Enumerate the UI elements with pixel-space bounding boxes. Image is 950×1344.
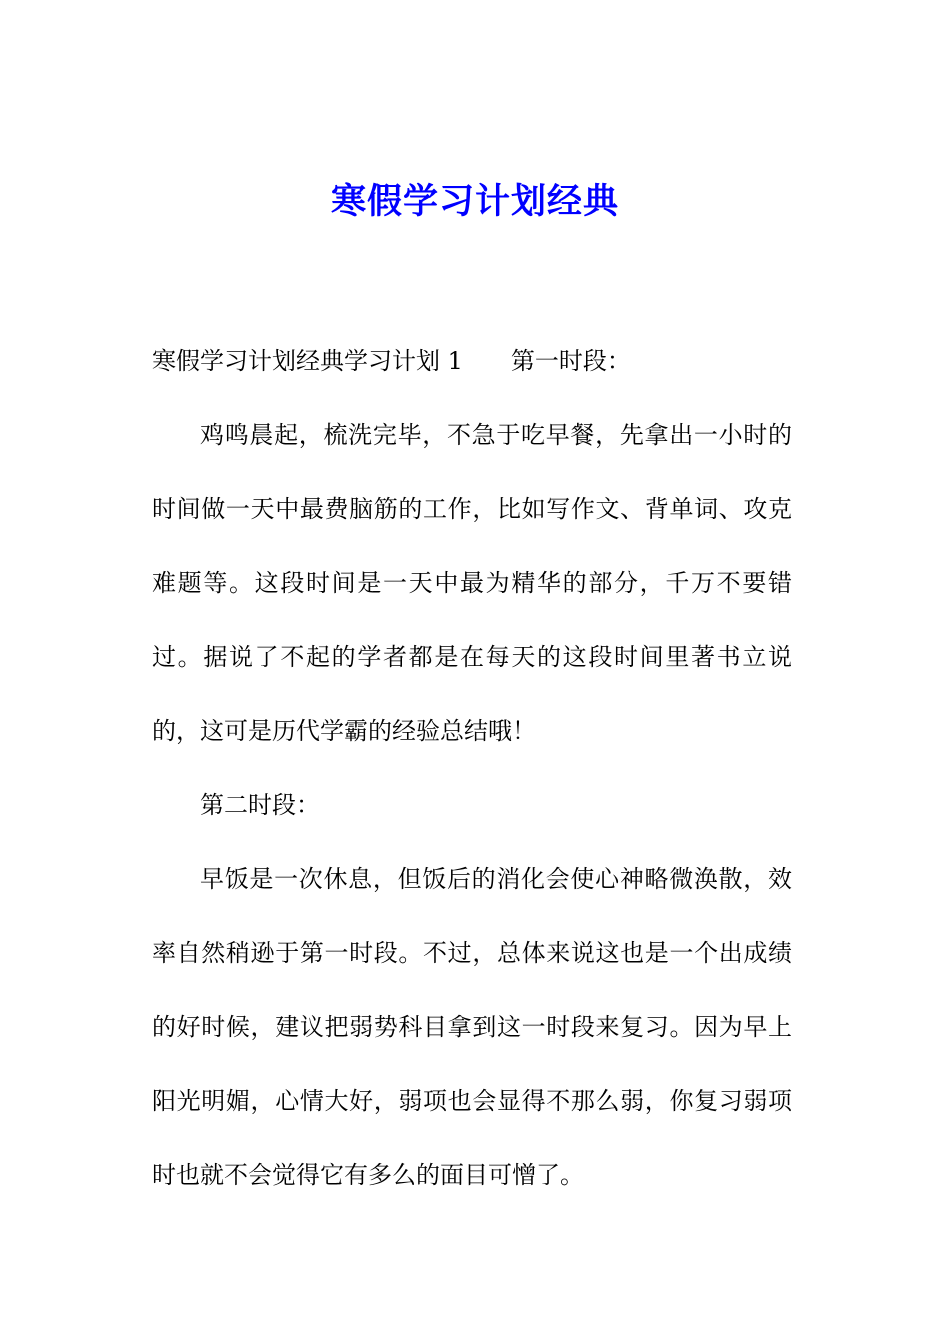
plan-heading: 寒假学习计划经典学习计划 1 [152, 347, 463, 375]
section-label-1: 第一时段： [510, 347, 631, 375]
document-body [152, 324, 792, 1212]
paragraph-1: 鸡鸣晨起，梳洗完毕，不急于吃早餐，先拿出一小时的时间做一天中最费脑筋的工作，比如写作文、背单词、攻克难题等。这段时间是一天中最为精华的部分，千万不要错过。据说了不起的学者都是在每天的这段时间里著书立说的，这可是历代学霸的经验总结哦！ [152, 421, 792, 745]
section-label-2: 第二时段： [200, 791, 320, 819]
intro-line [152, 324, 792, 398]
paragraph-2: 早饭是一次休息，但饭后的消化会使心神略微涣散，效率自然稍逊于第一时段。不过，总体来说这也是一个出成绩的好时候，建议把弱势科目拿到这一时段来复习。因为早上阳光明媚，心情大好，弱项也会显得不那么弱，你复习弱项时也就不会觉得它有多么的面目可憎了。 [152, 865, 792, 1189]
document-title: 寒假学习计划经典 [330, 182, 619, 222]
